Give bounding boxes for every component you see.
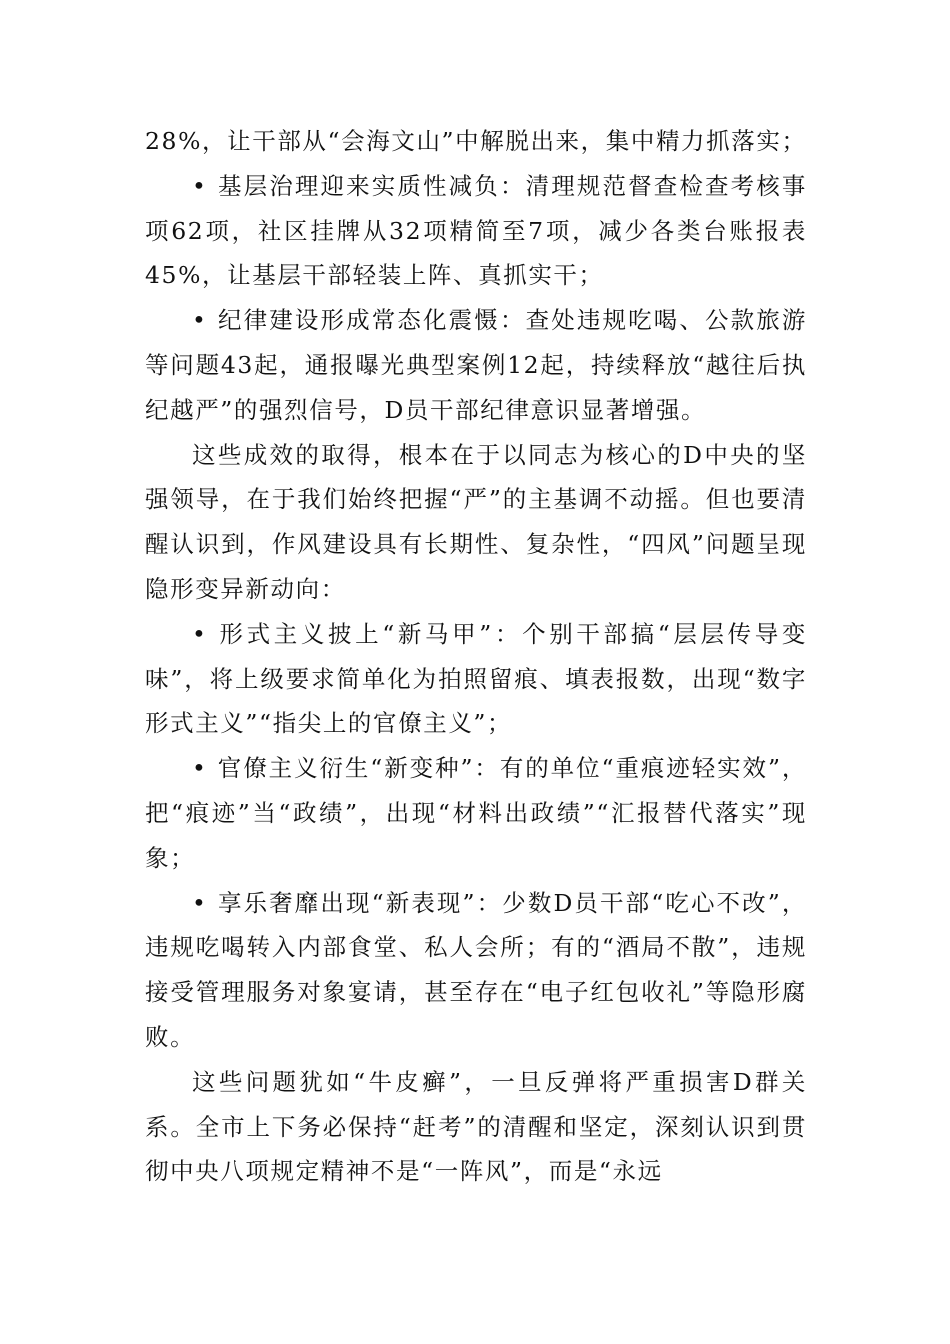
bullet-text: 官僚主义衍生“新变种”：有的单位“重痕迹轻实效”，把“痕迹”当“政绩”，出现“材料出政绩”“汇报替代落实”现象； bbox=[145, 754, 807, 872]
bullet-icon: • bbox=[192, 754, 208, 783]
paragraph: 这些成效的取得，根本在于以同志为核心的D中央的坚强领导，在于我们始终把握“严”的主基调不动摇。但也要清醒认识到，作风建设具有长期性、复杂性，“四风”问题呈现隐形变异新动向： bbox=[145, 440, 807, 603]
bullet-icon: • bbox=[192, 619, 208, 648]
bullet-item-formalism bbox=[145, 612, 807, 746]
bullet-item-hedonism bbox=[145, 881, 807, 1060]
bullet-icon: • bbox=[192, 888, 208, 917]
bullet-text: 纪律建设形成常态化震慑：查处违规吃喝、公款旅游等问题43起，通报曝光典型案例12起，持续释放“越往后执纪越严”的强烈信号，D员干部纪律意识显著增强。 bbox=[145, 306, 807, 424]
bullet-item-office-efficiency bbox=[145, 164, 807, 298]
bullet-text: 基层治理迎来实质性减负：清理规范督查检查考核事项62项，社区挂牌从32项精简至7项，减少各类台账报表45%，让基层干部轻装上阵、真抓实干； bbox=[145, 171, 807, 290]
bullet-icon: • bbox=[192, 306, 208, 335]
bullet-item-discipline bbox=[145, 298, 807, 432]
bullet-item-bureaucratism bbox=[145, 746, 807, 880]
bullet-icon: • bbox=[192, 171, 208, 200]
paragraph-continued: 28%，让干部从“会海文山”中解脱出来，集中精力抓落实； bbox=[145, 127, 807, 155]
bullet-text: 形式主义披上“新马甲”：个别干部搞“层层传导变味”，将上级要求简单化为拍照留痕、填表报数，出现“数字形式主义”“指尖上的官僚主义”； bbox=[145, 619, 807, 738]
document-body bbox=[145, 119, 807, 1194]
paragraph: 这些问题犹如“牛皮癣”，一旦反弹将严重损害D群关系。全市上下务必保持“赶考”的清醒和坚定，深刻认识到贯彻中央八项规定精神不是“一阵风”，而是“永远 bbox=[145, 1067, 807, 1186]
bullet-text: 享乐奢靡出现“新表现”：少数D员干部“吃心不改”，违规吃喝转入内部食堂、私人会所；有的“酒局不散”，违规接受管理服务对象宴请，甚至存在“电子红包收礼”等隐形腐败。 bbox=[145, 888, 807, 1051]
